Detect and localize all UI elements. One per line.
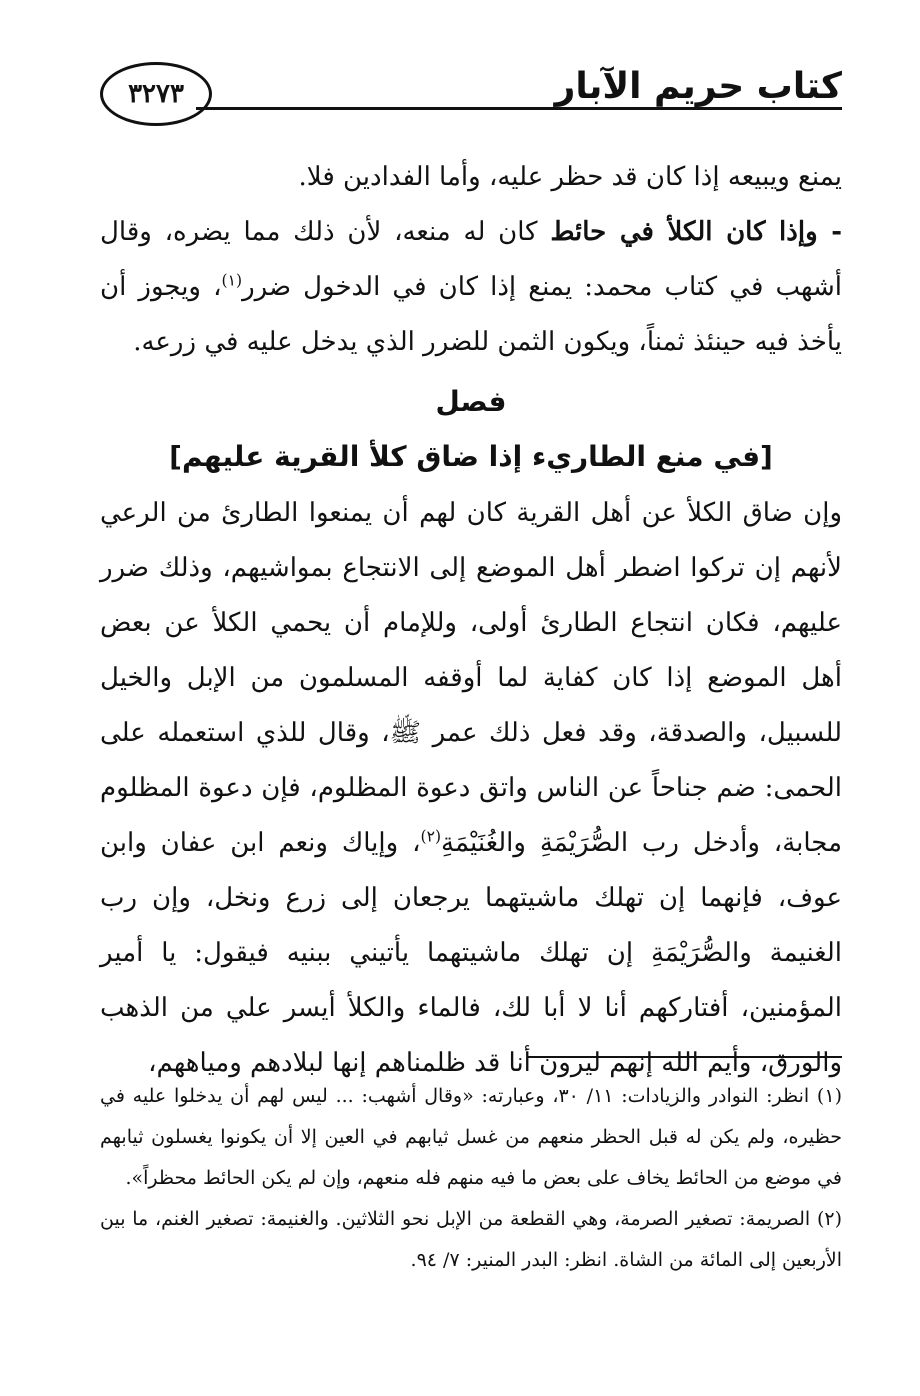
footnote-ref-2: (٢) <box>420 827 442 846</box>
paragraph-2-lead: - وإذا كان الكلأ في حائط <box>550 217 842 247</box>
section-heading: فصل <box>435 385 507 418</box>
footnote-2: (٢) الصريمة: تصغير الصرمة، وهي القطعة من الإبل نحو الثلاثين. والغنيمة: تصغير الغنم، ما بين الأربعين إلى المائة من الشاة. انظر: البدر المنير: ٧/ ٩٤. <box>100 1208 842 1271</box>
footnote-ref-1: (١) <box>221 271 243 290</box>
footnote-1: (١) انظر: النوادر والزيادات: ١١/ ٣٠، وعبارته: «وقال أشهب: ... ليس لهم أن يدخلوا عليه في حظيره، ولم يكن له قبل الحظر منعهم من غسل ثيابهم في العين إلا أن يكونوا يغسلون ثيابهم في موضع من الحائط يخاف على بعض ما فيه منهم فله منعهم، وإن لم يكن الحائط محظراً». <box>100 1085 842 1189</box>
footnote-divider <box>527 1056 842 1058</box>
paragraph-2-text-b: ، ويجوز أن يأخذ فيه حينئذ ثمناً، ويكون الثمن للضرر الذي يدخل عليه في زرعه. <box>100 272 842 357</box>
book-title: كتاب حريم الآبار <box>554 66 842 107</box>
section-subheading: [في منع الطاريء إذا ضاق كلأ القرية عليهم] <box>169 440 773 473</box>
paragraph-2 <box>100 205 842 370</box>
paragraph-3-text-a: وإن ضاق الكلأ عن أهل القرية كان لهم أن يمنعوا الطارئ من الرعي لأنهم إن تركوا اضطر أهل الموضع إلى الانتجاع بمواشيهم، وذلك ضرر عليهم، فكان انتجاع الطارئ أولى، وللإمام أن يحمي الكلأ عن بعض أهل الموضع إذا كان كفاية لما أوقفه المسلمون من الإبل والخيل للسبيل، والصدقة، وقد فعل ذلك عمر ﷺ، وقال للذي استعمله على الحمى: ضم جناحاً عن الناس واتق دعوة المظلوم، فإن دعوة المظلوم مجابة، وأدخل رب الصُّرَيْمَةِ والغُنَيْمَةِ <box>100 498 843 858</box>
footnotes <box>100 1076 842 1281</box>
paragraph-3-text-b: ، وإياك ونعم ابن عفان وابن عوف، فإنهما إن تهلك ماشيتهما يرجعان إلى زرع ونخل، وإن رب الغنيمة والصُّرَيْمَةِ إن تهلك ماشيتهما يأتيني ببنيه فيقول: يا أمير المؤمنين، أفتاركهم أنا لا أبا لك، فالماء والكلأ أيسر علي من الذهب والورق، وأيم الله إنهم ليرون أنا قد ظلمناهم إنها لبلادهم ومياههم، <box>100 828 842 1078</box>
page-number: ٣٢٧٣ <box>128 79 184 109</box>
main-text <box>100 150 842 1091</box>
header-rule <box>196 107 842 110</box>
paragraph-2-text-a: كان له منعه، لأن ذلك مما يضره، وقال أشهب في كتاب محمد: يمنع إذا كان في الدخول ضرر <box>100 217 842 302</box>
paragraph-1: يمنع ويبيعه إذا كان قد حظر عليه، وأما الفدادين فلا. <box>298 162 842 192</box>
paragraph-3 <box>100 486 842 1091</box>
page-number-badge <box>100 62 212 126</box>
